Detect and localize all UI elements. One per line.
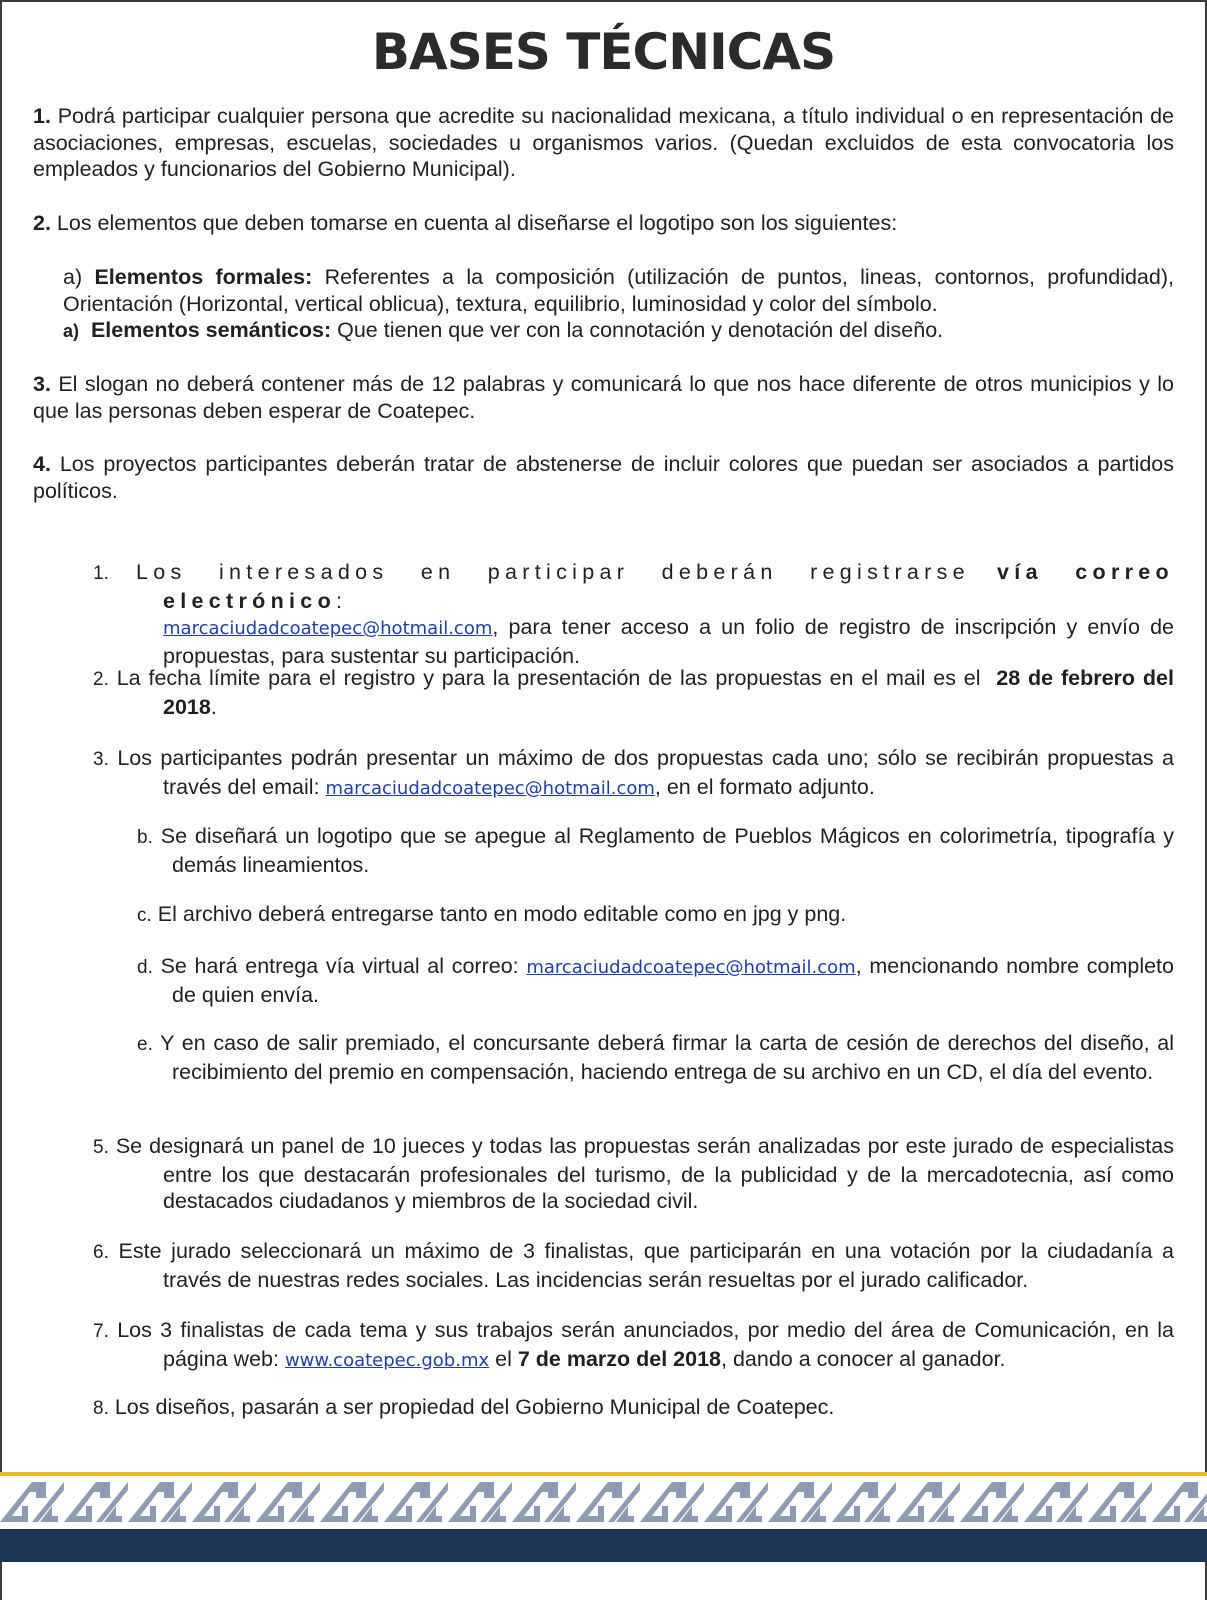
sub-item-text: Que tienen que ver con la connotación y denotación del diseño. xyxy=(337,318,944,342)
email-link[interactable]: marcaciudadcoatepec@hotmail.com xyxy=(325,777,655,799)
list-text: La fecha límite para el registro y para la presentación de las propuestas en el mail es el xyxy=(116,666,981,690)
sub-item-d xyxy=(137,953,1174,1008)
sub-item-text: El archivo deberá entregarse tanto en modo editable como en jpg y png. xyxy=(157,902,847,926)
paragraph-text: Los elementos que deben tomarse en cuenta al diseñarse el logotipo son los siguientes: xyxy=(56,211,898,235)
sub-item-marker: a) xyxy=(63,321,80,341)
sub-item-semantic-elements xyxy=(63,317,1174,345)
list-number: 3. xyxy=(93,749,109,770)
sub-item-marker: c. xyxy=(137,905,152,926)
paragraph-text: Podrá participar cualquier persona que acredite su nacionalidad mexicana, a título individual o en representación de asociaciones, empresas, escuelas, sociedades u organismos varios. (Quedan excluidos de esta convocatoria los empleados y funcionarios del Gobierno Municipal). xyxy=(33,104,1174,181)
list-emphasis: 7 de marzo del 2018 xyxy=(517,1346,722,1371)
sub-item-marker: a) xyxy=(63,265,83,289)
paragraph-1 xyxy=(33,103,1174,183)
list-item-7 xyxy=(93,1317,1174,1374)
sub-item-heading: Elementos formales: xyxy=(94,265,313,289)
list-text: , para tener acceso a un folio de registro de inscripción y envío de propuestas, para sustentar su participación. xyxy=(163,615,1174,668)
list-text: Los 3 finalistas de cada tema y sus trabajos serán anunciados, por medio del área de Comunicación, en la página web: xyxy=(117,1318,1174,1371)
sub-item-formal-elements xyxy=(63,264,1174,317)
list-emphasis: vía correo electrónico xyxy=(163,560,1174,613)
sub-item-marker: e. xyxy=(137,1034,153,1055)
list-text: , dando a conocer al ganador. xyxy=(721,1346,1006,1371)
sub-item-marker: b. xyxy=(137,827,153,848)
paragraph-text: El slogan no deberá contener más de 12 palabras y comunicará lo que nos hace diferente de otros municipios y lo que las personas deben esperar de Coatepec. xyxy=(33,372,1174,423)
fret-pattern-border xyxy=(0,1476,1207,1529)
list-text: , en el formato adjunto. xyxy=(654,774,875,799)
list-text: Los participantes podrán presentar un máximo de dos propuestas cada uno; sólo se recibirán propuestas a través del email: xyxy=(117,746,1174,799)
sub-item-marker: d. xyxy=(137,957,153,978)
list-item-3 xyxy=(93,745,1174,802)
list-item-5 xyxy=(93,1133,1174,1215)
paragraph-2 xyxy=(33,210,1174,237)
list-number: 7. xyxy=(93,1321,109,1342)
list-text: . xyxy=(210,694,217,719)
sub-item-heading: Elementos semánticos: xyxy=(90,318,332,342)
email-link[interactable]: marcaciudadcoatepec@hotmail.com xyxy=(526,957,856,978)
sub-item-text: Se diseñará un logotipo que se apegue al Reglamento de Pueblos Mágicos en colorimetría, tipografía y demás lineamientos. xyxy=(160,824,1174,877)
list-number: 5. xyxy=(93,1137,109,1158)
list-text: Los diseños, pasarán a ser propiedad del Gobierno Municipal de Coatepec. xyxy=(114,1395,835,1419)
list-number: 1. xyxy=(93,563,109,584)
paragraph-text: Los proyectos participantes deberán tratar de abstenerse de incluir colores que puedan ser asociados a partidos políticos. xyxy=(33,452,1175,503)
list-item-1 xyxy=(93,559,1174,669)
list-item-6 xyxy=(93,1238,1175,1293)
list-number: 8. xyxy=(93,1398,109,1419)
sub-item-c xyxy=(137,901,1174,930)
list-number: 2. xyxy=(93,669,109,690)
list-text: Este jurado seleccionará un máximo de 3 finalistas, que participarán en una votación por la ciudadanía a través de nuestras redes sociales. Las incidencias serán resueltas por el jurado calificador. xyxy=(118,1239,1175,1292)
list-item-8 xyxy=(93,1394,1174,1423)
paragraph-number: 4. xyxy=(33,452,51,476)
paragraph-number: 1. xyxy=(33,104,51,128)
paragraph-4 xyxy=(33,451,1174,504)
list-text: Se designará un panel de 10 jueces y todas las propuestas serán analizadas por este jurado de especialistas entre los que destacarán profesionales del turismo, de la publicidad y de la mercadotecnia, así como destacados ciudadanos y miembros de la sociedad civil. xyxy=(115,1134,1174,1213)
sub-item-text: Y en caso de salir premiado, el concursante deberá firmar la carta de cesión de derechos del diseño, al recibimiento del premio en compensación, haciendo entrega de su archivo en un CD, el día del evento. xyxy=(160,1031,1174,1084)
sub-item-text: , mencionando nombre completo de quien envía. xyxy=(172,954,1174,1007)
sub-item-e xyxy=(137,1030,1174,1085)
sub-item-text: Se hará entrega vía virtual al correo: xyxy=(160,954,519,978)
page-title: BASES TÉCNICAS xyxy=(371,23,836,81)
list-emphasis: 28 de febrero del 2018 xyxy=(163,666,1174,719)
paragraph-3 xyxy=(33,371,1174,424)
list-text: el xyxy=(495,1346,512,1371)
list-item-2 xyxy=(93,665,1174,720)
navy-footer-bar xyxy=(0,1529,1207,1562)
list-text: Los interesados en participar deberán registrarse xyxy=(135,560,970,584)
sub-item-text: Referentes a la composición (utilización de puntos, lineas, contornos, profundidad), Orientación (Horizontal, vertical oblicua), textura, equilibrio, luminosidad y color del símbolo. xyxy=(63,265,1174,316)
list-text: : xyxy=(336,588,342,613)
website-link[interactable]: www.coatepec.gob.mx xyxy=(284,1349,490,1371)
sub-item-b xyxy=(137,823,1174,878)
list-number: 6. xyxy=(93,1242,109,1263)
paragraph-number: 3. xyxy=(33,372,51,396)
email-link[interactable]: marcaciudadcoatepec@hotmail.com xyxy=(163,618,493,639)
paragraph-number: 2. xyxy=(33,211,51,235)
